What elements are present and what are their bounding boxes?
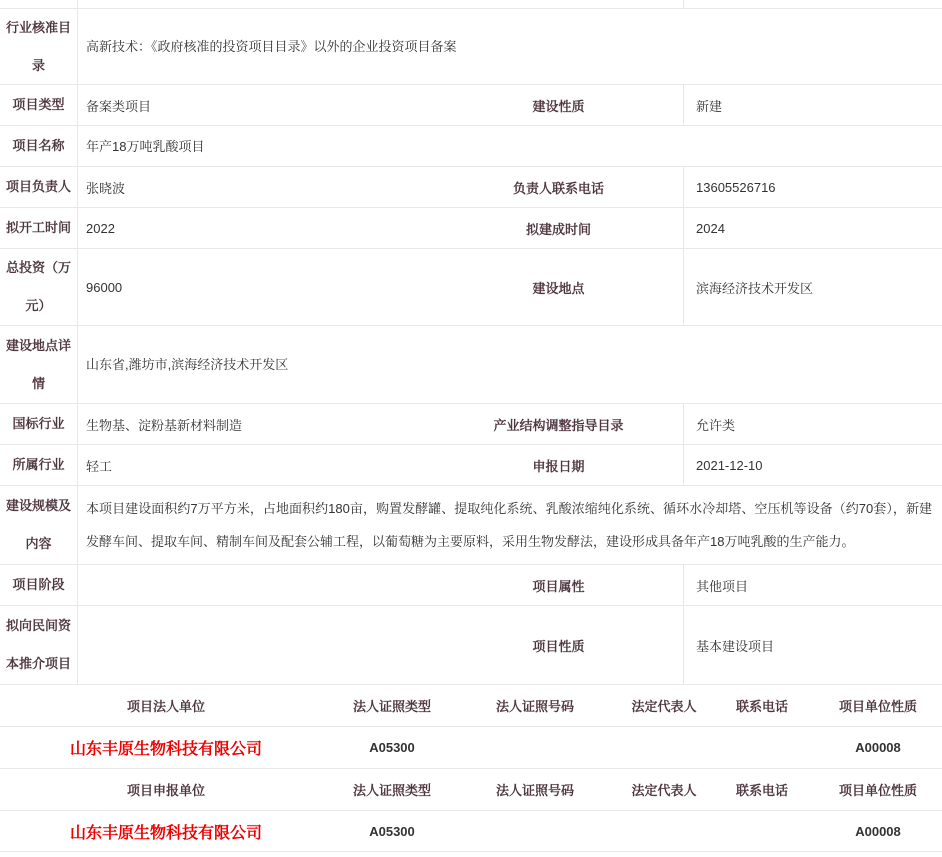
field-value: 2024: [696, 220, 725, 236]
field-value: [78, 606, 434, 684]
unit-table-header-cell: 法人证照类型: [352, 699, 431, 714]
license-type-cell: A05300: [369, 740, 415, 755]
unit-table-header-cell: 法人证照号码: [495, 783, 574, 798]
declaring-unit-table-row: [0, 811, 942, 852]
field-label: 建设地点详情: [0, 326, 78, 403]
field-label: 拟建成时间: [434, 208, 684, 248]
field-label: 负责人联系电话: [434, 167, 684, 207]
field-label: 总投资（万元）: [0, 249, 78, 325]
field-value: 轻工: [86, 458, 113, 474]
field-row-scale-and-content: [0, 486, 942, 565]
unit-table-header-cell: 项目法人单位: [126, 699, 205, 714]
unit-table-header-cell: 项目申报单位: [126, 783, 205, 798]
field-row-project-leader: [0, 167, 942, 208]
field-label: 拟向民间资本推介项目: [0, 606, 78, 684]
license-type-cell: A05300: [369, 823, 415, 839]
field-row-planned-dates: [0, 208, 942, 249]
field-value: 高新技术：《政府核准的投资项目目录》以外的企业投资项目备案: [86, 39, 457, 54]
field-label: 项目性质: [434, 606, 684, 684]
field-value: 13605526716: [696, 179, 776, 195]
field-value: 年产18万吨乳酸项目: [86, 138, 205, 154]
unit-table-header-cell: 法人证照类型: [352, 783, 431, 798]
field-row-project-type: [0, 85, 942, 126]
field-value: 允许类: [696, 417, 736, 433]
unit-nature-cell: A00008: [855, 823, 901, 839]
fragment-label-cell: [0, 0, 78, 8]
field-row-private-capital: [0, 606, 942, 685]
field-value: 新建: [696, 98, 723, 114]
field-value: 96000: [86, 279, 123, 295]
unit-table-header-cell: 法定代表人: [631, 699, 697, 714]
field-value: 2021-12-10: [696, 457, 763, 473]
field-row-project-stage: [0, 565, 942, 606]
declaring-unit-table-header: [0, 769, 942, 811]
field-row-national-industry: [0, 404, 942, 445]
field-value: 生物基、淀粉基新材料制造: [86, 417, 243, 433]
fragment-label2-cell: [434, 0, 684, 8]
unit-table-header-cell: 联系电话: [735, 783, 788, 798]
unit-table-header-cell: 联系电话: [735, 699, 788, 714]
field-label: 拟开工时间: [0, 208, 78, 248]
field-value: 滨海经济技术开发区: [696, 280, 814, 296]
field-label: 所属行业: [0, 445, 78, 485]
field-value: 本项目建设面积约7万平方米，占地面积约180亩，购置发酵罐、提取纯化系统、乳酸浓缩纯化系统、循环水冷却塔、空压机等设备（约70套），新建发酵车间、提取车间、精制车间及配套公辅工程，以葡萄糖为主要原料，采用生物发酵法，建设形成具备年产18万吨乳酸的生产能力。: [86, 501, 932, 549]
field-row-sector: [0, 445, 942, 486]
legal-unit-table-header: [0, 685, 942, 727]
field-label: 建设性质: [434, 85, 684, 125]
field-label: 产业结构调整指导目录: [434, 404, 684, 444]
field-label: 国标行业: [0, 404, 78, 444]
field-value: 其他项目: [696, 578, 749, 594]
field-value: 备案类项目: [86, 98, 152, 114]
field-row-industry-approval-catalog: [0, 9, 942, 85]
fragment-value-cell: [78, 0, 434, 8]
field-label: 行业核准目录: [0, 9, 78, 84]
field-value: 基本建设项目: [696, 638, 775, 654]
field-value: 张晓波: [86, 180, 126, 196]
unit-nature-cell: A00008: [855, 740, 901, 755]
clipped-row-fragment: [0, 0, 942, 9]
field-label: 项目名称: [0, 126, 78, 166]
field-label: 项目负责人: [0, 167, 78, 207]
legal-unit-table-row: [0, 727, 942, 769]
unit-table-header-cell: 法人证照号码: [495, 699, 574, 714]
field-label: 项目类型: [0, 85, 78, 125]
company-name-cell: 山东丰原生物科技有限公司: [69, 824, 262, 842]
field-value: 2022: [86, 220, 115, 236]
company-name-cell: 山东丰原生物科技有限公司: [69, 741, 262, 758]
field-value: 山东省,潍坊市,滨海经济技术开发区: [86, 357, 289, 372]
field-label: 建设地点: [434, 249, 684, 325]
unit-table-header-cell: 项目单位性质: [838, 699, 917, 714]
field-label: 项目属性: [434, 565, 684, 605]
field-row-project-name: [0, 126, 942, 167]
field-label: 项目阶段: [0, 565, 78, 605]
field-label: 申报日期: [434, 445, 684, 485]
field-row-location-detail: [0, 326, 942, 404]
unit-table-header-cell: 项目单位性质: [838, 783, 917, 798]
field-label: 建设规模及内容: [0, 486, 78, 564]
field-value: [78, 565, 434, 605]
field-row-total-investment: [0, 249, 942, 326]
unit-table-header-cell: 法定代表人: [631, 783, 697, 798]
fragment-value2-cell: [684, 0, 942, 8]
